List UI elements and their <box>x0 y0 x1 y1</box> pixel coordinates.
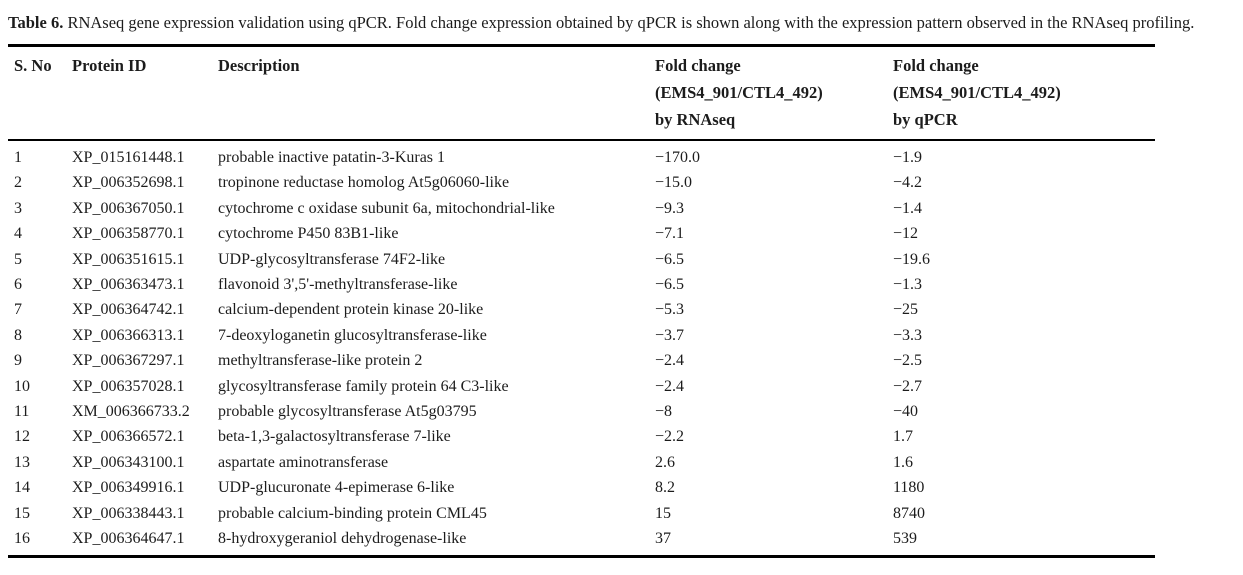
cell-protein-id: XP_006363473.1 <box>72 276 185 294</box>
cell-fold-change-qpcr: 1.7 <box>893 428 913 446</box>
cell-fold-change-rnaseq: −5.3 <box>655 301 685 319</box>
table-caption-label: Table 6. <box>8 13 64 32</box>
cell-protein-id: XP_006364742.1 <box>72 301 185 319</box>
cell-protein-id: XP_006367297.1 <box>72 352 185 370</box>
cell-description: probable calcium-binding protein CML45 <box>218 504 487 522</box>
header-fold-change-qpcr-line3: by qPCR <box>893 110 958 129</box>
table-row <box>8 323 1155 348</box>
cell-fold-change-rnaseq: −2.4 <box>655 352 685 370</box>
table-row <box>8 399 1155 424</box>
cell-sno: 11 <box>14 403 30 421</box>
cell-sno: 6 <box>14 276 22 294</box>
cell-description: cytochrome P450 83B1-like <box>218 225 399 243</box>
cell-fold-change-qpcr: −1.3 <box>893 276 923 294</box>
cell-fold-change-qpcr: −2.5 <box>893 352 923 370</box>
header-fold-change-qpcr <box>893 46 1155 141</box>
header-fold-change-rnaseq-line2: (EMS4_901/CTL4_492) <box>655 83 823 102</box>
table-row <box>8 348 1155 373</box>
cell-description: beta-1,3-galactosyltransferase 7-like <box>218 428 451 446</box>
cell-description: UDP-glucuronate 4-epimerase 6-like <box>218 479 455 497</box>
cell-fold-change-rnaseq: −6.5 <box>655 250 685 268</box>
table-row <box>8 475 1155 500</box>
cell-sno: 16 <box>14 530 30 548</box>
cell-fold-change-rnaseq: −2.2 <box>655 428 685 446</box>
cell-description: methyltransferase-like protein 2 <box>218 352 423 370</box>
cell-description: tropinone reductase homolog At5g06060-like <box>218 174 510 192</box>
cell-description: aspartate aminotransferase <box>218 453 389 471</box>
cell-fold-change-qpcr: −12 <box>893 225 919 243</box>
cell-protein-id: XP_006351615.1 <box>72 250 185 268</box>
table-row <box>8 170 1155 195</box>
cell-sno: 8 <box>14 326 22 344</box>
cell-fold-change-rnaseq: −15.0 <box>655 174 693 192</box>
cell-description: glycosyltransferase family protein 64 C3-like <box>218 377 509 395</box>
table-row <box>8 272 1155 297</box>
cell-fold-change-rnaseq: 37 <box>655 530 671 548</box>
cell-fold-change-qpcr: −25 <box>893 301 919 319</box>
cell-fold-change-rnaseq: 15 <box>655 504 671 522</box>
cell-protein-id: XP_006343100.1 <box>72 453 185 471</box>
cell-fold-change-qpcr: −2.7 <box>893 377 923 395</box>
cell-description: probable glycosyltransferase At5g03795 <box>218 403 477 421</box>
cell-description: 8-hydroxygeraniol dehydrogenase-like <box>218 530 467 548</box>
cell-protein-id: XP_015161448.1 <box>72 149 185 166</box>
cell-fold-change-rnaseq: −7.1 <box>655 225 685 243</box>
header-description: Description <box>218 46 655 141</box>
cell-fold-change-rnaseq: −6.5 <box>655 276 685 294</box>
table-row <box>8 297 1155 322</box>
cell-fold-change-rnaseq: −2.4 <box>655 377 685 395</box>
cell-sno: 5 <box>14 250 22 268</box>
header-fold-change-rnaseq <box>655 46 893 141</box>
cell-fold-change-qpcr: −1.9 <box>893 149 923 166</box>
cell-sno: 3 <box>14 199 22 217</box>
cell-protein-id: XP_006366313.1 <box>72 326 185 344</box>
table-row <box>8 140 1155 170</box>
table-body <box>8 140 1155 556</box>
cell-description: UDP-glycosyltransferase 74F2-like <box>218 250 446 268</box>
cell-fold-change-qpcr: 539 <box>893 530 917 548</box>
table-row <box>8 450 1155 475</box>
cell-sno: 2 <box>14 174 22 192</box>
table-header-row <box>8 46 1155 141</box>
header-protein-id: Protein ID <box>72 46 218 141</box>
cell-protein-id: XP_006349916.1 <box>72 479 185 497</box>
cell-description: 7-deoxyloganetin glucosyltransferase-like <box>218 326 487 344</box>
cell-sno: 15 <box>14 504 30 522</box>
cell-fold-change-rnaseq: 2.6 <box>655 453 675 471</box>
cell-fold-change-qpcr: −4.2 <box>893 174 923 192</box>
cell-sno: 9 <box>14 352 22 370</box>
header-sno: S. No <box>8 46 72 141</box>
header-fold-change-qpcr-line1: Fold change <box>893 56 979 75</box>
cell-fold-change-qpcr: 1.6 <box>893 453 913 471</box>
cell-fold-change-qpcr: −40 <box>893 403 919 421</box>
header-fold-change-rnaseq-line1: Fold change <box>655 56 741 75</box>
cell-sno: 12 <box>14 428 30 446</box>
cell-protein-id: XP_006366572.1 <box>72 428 185 446</box>
gene-expression-table <box>8 44 1155 558</box>
table-row <box>8 501 1155 526</box>
cell-protein-id: XP_006338443.1 <box>72 504 185 522</box>
table-header <box>8 46 1155 141</box>
cell-fold-change-qpcr: −19.6 <box>893 250 931 268</box>
table-row <box>8 526 1155 556</box>
cell-fold-change-rnaseq: −8 <box>655 403 673 421</box>
cell-protein-id: XM_006366733.2 <box>72 403 190 421</box>
table-caption <box>8 9 1236 37</box>
cell-description: cytochrome c oxidase subunit 6a, mitochondrial-like <box>218 199 555 217</box>
table-caption-text: RNAseq gene expression validation using qPCR. Fold change expression obtained by qPCR is shown along with the expression pattern observed in the RNAseq profiling. <box>63 13 1195 32</box>
cell-sno: 13 <box>14 453 30 471</box>
cell-fold-change-rnaseq: −9.3 <box>655 199 685 217</box>
cell-fold-change-rnaseq: −3.7 <box>655 326 685 344</box>
cell-protein-id: XP_006358770.1 <box>72 225 185 243</box>
header-fold-change-qpcr-line2: (EMS4_901/CTL4_492) <box>893 83 1061 102</box>
cell-sno: 7 <box>14 301 22 319</box>
table-row <box>8 221 1155 246</box>
cell-fold-change-qpcr: 8740 <box>893 504 925 522</box>
cell-protein-id: XP_006367050.1 <box>72 199 185 217</box>
table-row <box>8 424 1155 449</box>
cell-fold-change-rnaseq: −170.0 <box>655 149 701 166</box>
cell-description: probable inactive patatin-3-Kuras 1 <box>218 149 446 166</box>
cell-sno: 10 <box>14 377 30 395</box>
header-fold-change-rnaseq-line3: by RNAseq <box>655 110 736 129</box>
cell-sno: 4 <box>14 225 22 243</box>
cell-protein-id: XP_006357028.1 <box>72 377 185 395</box>
table-row <box>8 196 1155 221</box>
cell-description: calcium-dependent protein kinase 20-like <box>218 301 484 319</box>
cell-fold-change-rnaseq: 8.2 <box>655 479 675 497</box>
cell-fold-change-qpcr: 1180 <box>893 479 925 497</box>
cell-fold-change-qpcr: −1.4 <box>893 199 923 217</box>
cell-fold-change-qpcr: −3.3 <box>893 326 923 344</box>
cell-sno: 1 <box>14 149 22 166</box>
cell-protein-id: XP_006352698.1 <box>72 174 185 192</box>
cell-sno: 14 <box>14 479 30 497</box>
cell-protein-id: XP_006364647.1 <box>72 530 185 548</box>
table-row <box>8 374 1155 399</box>
table-row <box>8 247 1155 272</box>
cell-description: flavonoid 3',5'-methyltransferase-like <box>218 276 458 294</box>
